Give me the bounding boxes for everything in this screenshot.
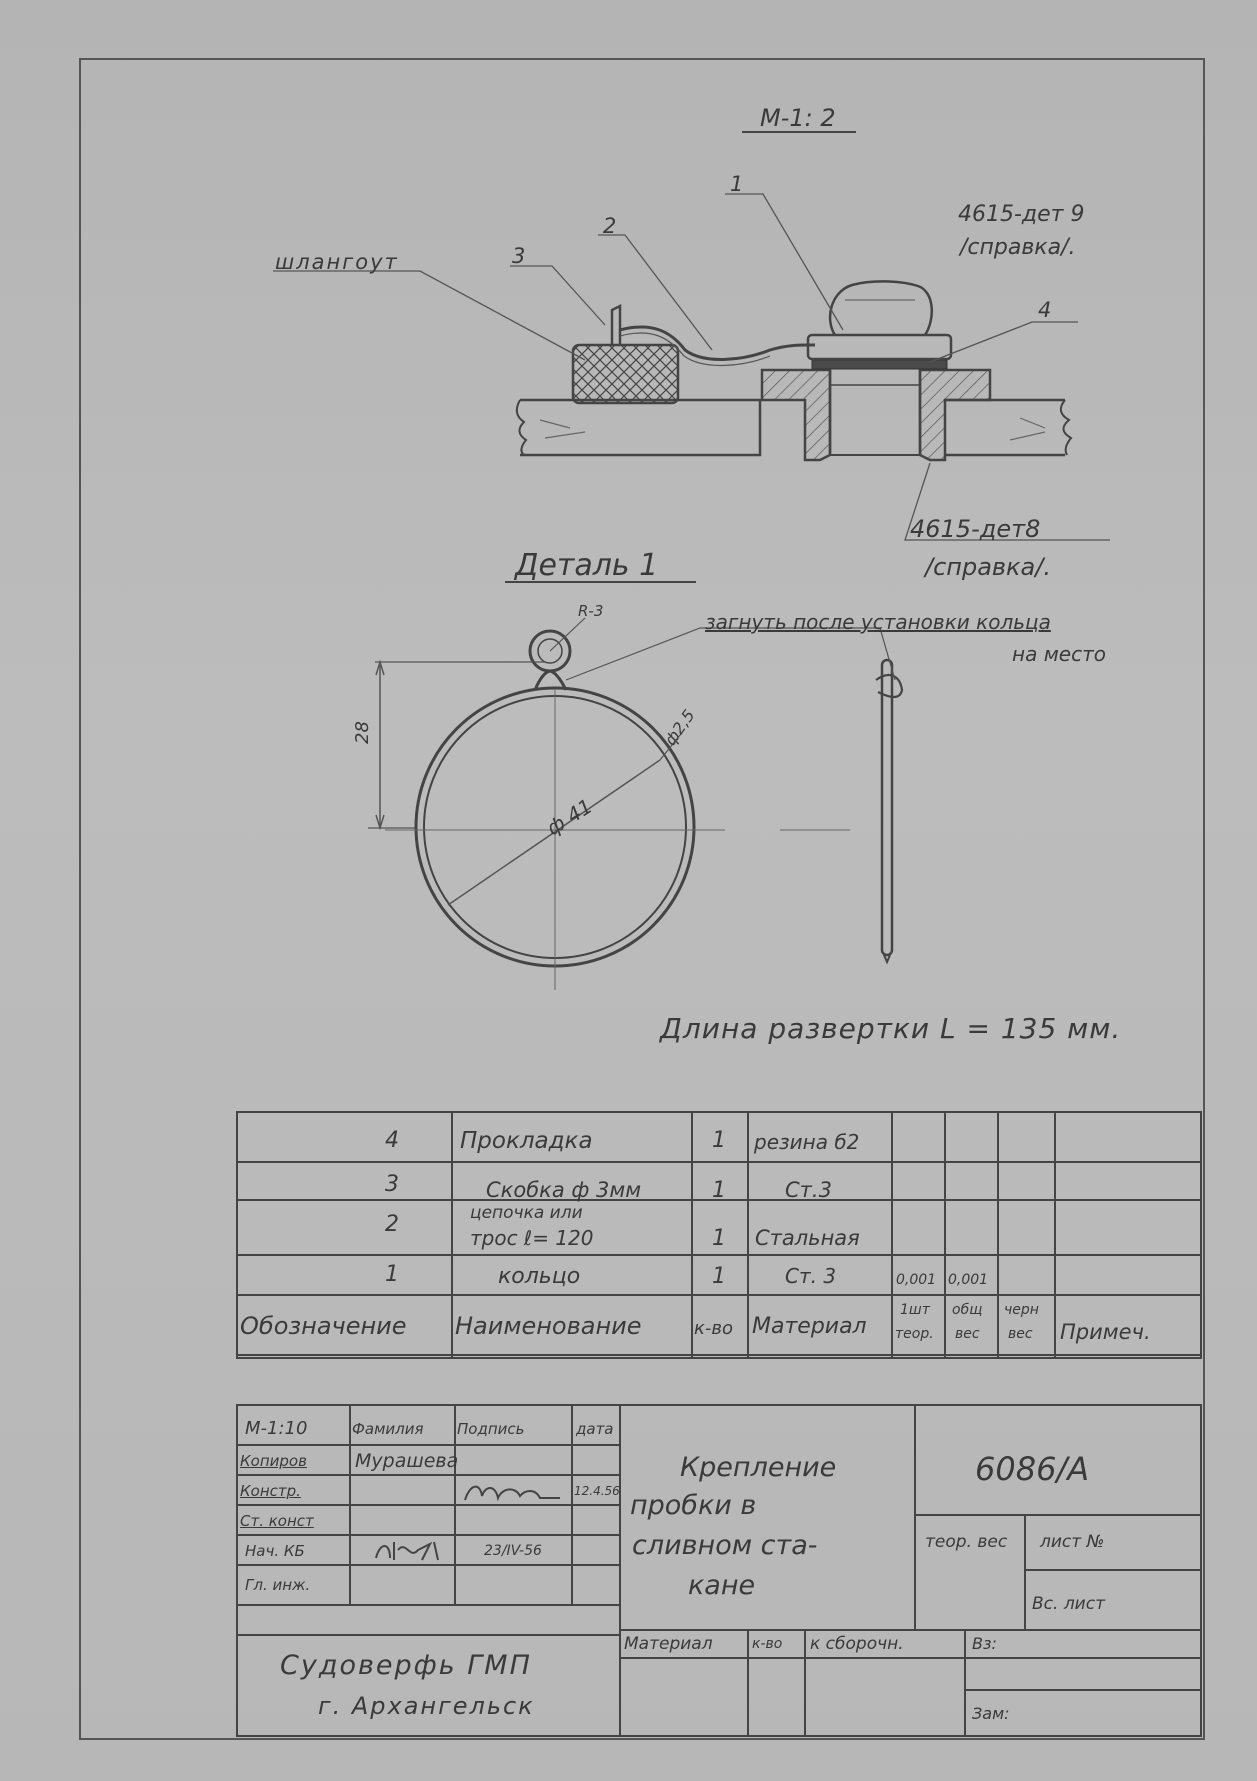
- bom-name: кольцо: [498, 1264, 581, 1289]
- signature-designer: [460, 1476, 570, 1506]
- bom-name: цепочка или: [470, 1203, 583, 1223]
- bom-material: резина б2: [754, 1130, 860, 1154]
- ref-top-line1: 4615-дет 9: [958, 202, 1085, 227]
- bom-qty: 1: [712, 1226, 726, 1251]
- bom-header-unit-w-1: 1шт: [900, 1302, 930, 1318]
- tb-date-2: 23/IV-56: [484, 1543, 542, 1559]
- tb-qty: к-во: [752, 1636, 783, 1652]
- tb-doc-number: 6086/А: [975, 1450, 1090, 1488]
- ref-bottom-line2: /справка/.: [925, 553, 1051, 581]
- dim-diameter-label: ф 41: [542, 793, 597, 841]
- bom-name: Прокладка: [460, 1128, 593, 1154]
- bom-pos: 2: [385, 1212, 399, 1237]
- tb-title-line4: кане: [688, 1570, 756, 1601]
- tb-theor-weight: теор. вес: [925, 1532, 1008, 1552]
- bom-header-total-w-2: вес: [955, 1326, 980, 1342]
- tb-role-senior: Ст. конст: [240, 1512, 314, 1530]
- bom-name: Скобка ф 3мм: [486, 1178, 642, 1202]
- tb-col-date: дата: [576, 1420, 614, 1438]
- bom-pos: 3: [385, 1172, 399, 1197]
- bend-note-line2: на место: [1012, 642, 1106, 666]
- bom-header-pos: Обозначение: [240, 1312, 407, 1340]
- bom-header-qty: к-во: [694, 1318, 733, 1339]
- tb-assembly: к сборочн.: [810, 1634, 904, 1654]
- bom-header-draft-w-1: черн: [1004, 1302, 1039, 1318]
- bom-header-name: Наименование: [455, 1312, 642, 1340]
- tb-col-signature: Подпись: [457, 1420, 525, 1438]
- tb-role-chief: Гл. инж.: [245, 1576, 311, 1594]
- radius-label: R-3: [578, 602, 604, 620]
- callout-2: 2: [603, 214, 617, 238]
- callout-hose-holder: шлангоут: [275, 250, 399, 274]
- dim-wire-label: ф2,5: [660, 706, 699, 749]
- tb-title-line2: пробки в: [630, 1490, 757, 1521]
- tb-zam: Зам:: [972, 1704, 1010, 1723]
- scale-label: М-1: 2: [760, 104, 836, 132]
- bom-material: Ст. 3: [785, 1264, 837, 1288]
- bom-pos: 4: [385, 1128, 399, 1153]
- tb-title-line3: сливном ста-: [632, 1530, 818, 1561]
- bom-material: Стальная: [755, 1226, 860, 1250]
- callout-3: 3: [512, 244, 526, 268]
- tb-role-designer: Констр.: [240, 1482, 301, 1500]
- bom-header-note: Примеч.: [1060, 1320, 1151, 1344]
- bom-header-material: Материал: [752, 1314, 867, 1339]
- ref-bottom-line1: 4615-дет8: [910, 515, 1041, 543]
- tb-col-surname: Фамилия: [352, 1420, 424, 1438]
- tb-title-line1: Крепление: [680, 1452, 837, 1483]
- tb-material: Материал: [624, 1634, 713, 1654]
- dim-height-label: 28: [352, 721, 373, 744]
- tb-org-line2: г. Архангельск: [318, 1692, 535, 1720]
- tb-vz: Вз:: [972, 1634, 997, 1653]
- tb-date-1: 12.4.56: [574, 1484, 620, 1498]
- tb-role-copied: Копиров: [240, 1452, 307, 1470]
- bom-qty: 1: [712, 1178, 726, 1203]
- bom-header-unit-w-2: теор.: [895, 1326, 934, 1342]
- bom-qty: 1: [712, 1264, 726, 1289]
- signature-head: [372, 1536, 472, 1566]
- bom-pos: 1: [385, 1262, 399, 1287]
- tb-org-line1: Судоверфь ГМП: [280, 1650, 532, 1681]
- tb-copied-name: Мурашева: [355, 1450, 459, 1472]
- detail-title: Деталь 1: [515, 548, 659, 583]
- callout-1: 1: [730, 172, 744, 196]
- bom-qty: 1: [712, 1128, 726, 1153]
- bom-total-weight: 0,001: [948, 1272, 989, 1288]
- tb-scale: М-1:10: [245, 1418, 308, 1439]
- bom-unit-weight: 0,001: [896, 1272, 937, 1288]
- ref-top-line2: /справка/.: [960, 235, 1076, 260]
- callout-4: 4: [1038, 298, 1052, 322]
- bom-name-2: трос ℓ= 120: [470, 1226, 594, 1250]
- tb-role-head: Нач. КБ: [245, 1542, 305, 1560]
- unfold-length-note: Длина развертки L = 135 мм.: [660, 1012, 1122, 1045]
- bom-header-total-w-1: общ: [952, 1302, 983, 1318]
- bend-note-line1: загнуть после установки кольца: [705, 610, 1051, 634]
- tb-total-sheets: Вс. лист: [1032, 1594, 1105, 1614]
- bom-header-draft-w-2: вес: [1008, 1326, 1033, 1342]
- bom-material: Ст.3: [785, 1178, 832, 1202]
- tb-sheet-no: лист №: [1040, 1532, 1105, 1552]
